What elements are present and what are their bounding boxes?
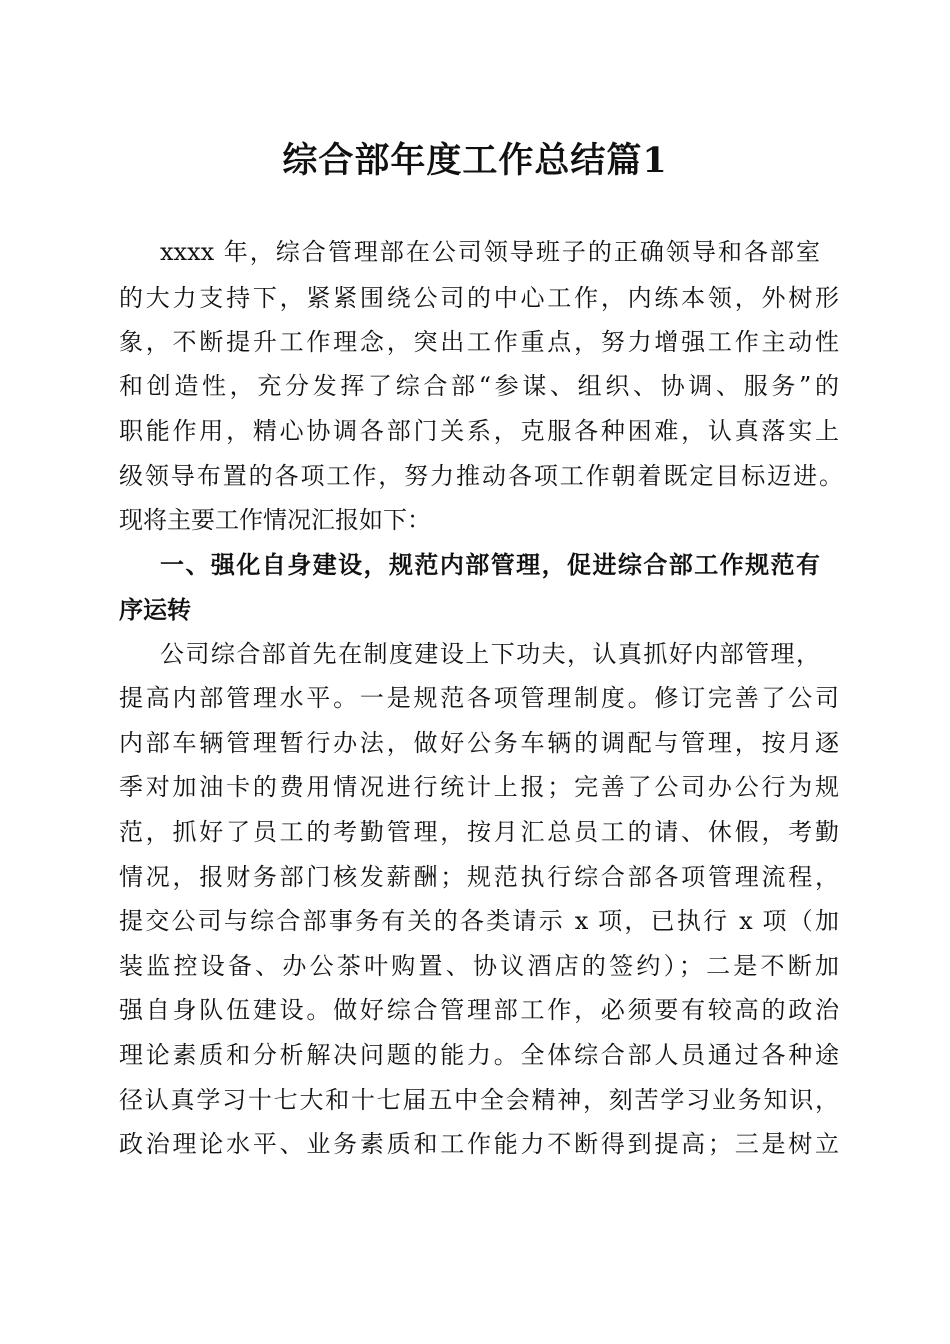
- paragraph-line: 提高内部管理水平。一是规范各项管理制度。修订完善了公司: [119, 684, 839, 712]
- paragraph-line: 径认真学习十七大和十七届五中全会精神，刻苦学习业务知识，: [119, 1086, 839, 1114]
- paragraph-line: 和创造性，充分发挥了综合部“参谋、组织、协调、服务”的: [119, 372, 839, 400]
- paragraph-line: 理论素质和分析解决问题的能力。全体综合部人员通过各种途: [119, 1041, 839, 1069]
- paragraph-line: 政治理论水平、业务素质和工作能力不断得到提高；三是树立: [119, 1130, 839, 1158]
- paragraph-line: 公司综合部首先在制度建设上下功夫，认真抓好内部管理，: [160, 640, 820, 668]
- paragraph-line: 内部车辆管理暂行办法，做好公务车辆的调配与管理，按月逐: [119, 729, 839, 757]
- paragraph-line: 的大力支持下，紧紧围绕公司的中心工作，内练本领，外树形: [119, 284, 839, 312]
- paragraph-line: 情况，报财务部门核发薪酬；规范执行综合部各项管理流程，: [119, 863, 839, 891]
- paragraph-line: 装监控设备、办公茶叶购置、协议酒店的签约）；二是不断加: [119, 952, 839, 980]
- paragraph-line: 范，抓好了员工的考勤管理，按月汇总员工的请、休假，考勤: [119, 818, 839, 846]
- paragraph-line: 象，不断提升工作理念，突出工作重点，努力增强工作主动性: [119, 328, 839, 356]
- document-title: 综合部年度工作总结篇1: [282, 140, 668, 181]
- section-heading: 序运转: [119, 596, 191, 624]
- paragraph-line: 强自身队伍建设。做好综合管理部工作，必须要有较高的政治: [119, 996, 839, 1024]
- paragraph-line: 现将主要工作情况汇报如下：: [119, 506, 431, 534]
- paragraph-line: 季对加油卡的费用情况进行统计上报；完善了公司办公行为规: [119, 773, 839, 801]
- paragraph-line: 提交公司与综合部事务有关的各类请示 x 项，已执行 x 项（加: [119, 907, 839, 935]
- paragraph-line: xxxx 年，综合管理部在公司领导班子的正确领导和各部室: [160, 238, 820, 266]
- paragraph-line: 级领导布置的各项工作，努力推动各项工作朝着既定目标迈进。: [119, 462, 843, 490]
- section-heading: 一、强化自身建设，规范内部管理，促进综合部工作规范有: [160, 551, 820, 579]
- paragraph-line: 职能作用，精心协调各部门关系，克服各种困难，认真落实上: [119, 417, 839, 445]
